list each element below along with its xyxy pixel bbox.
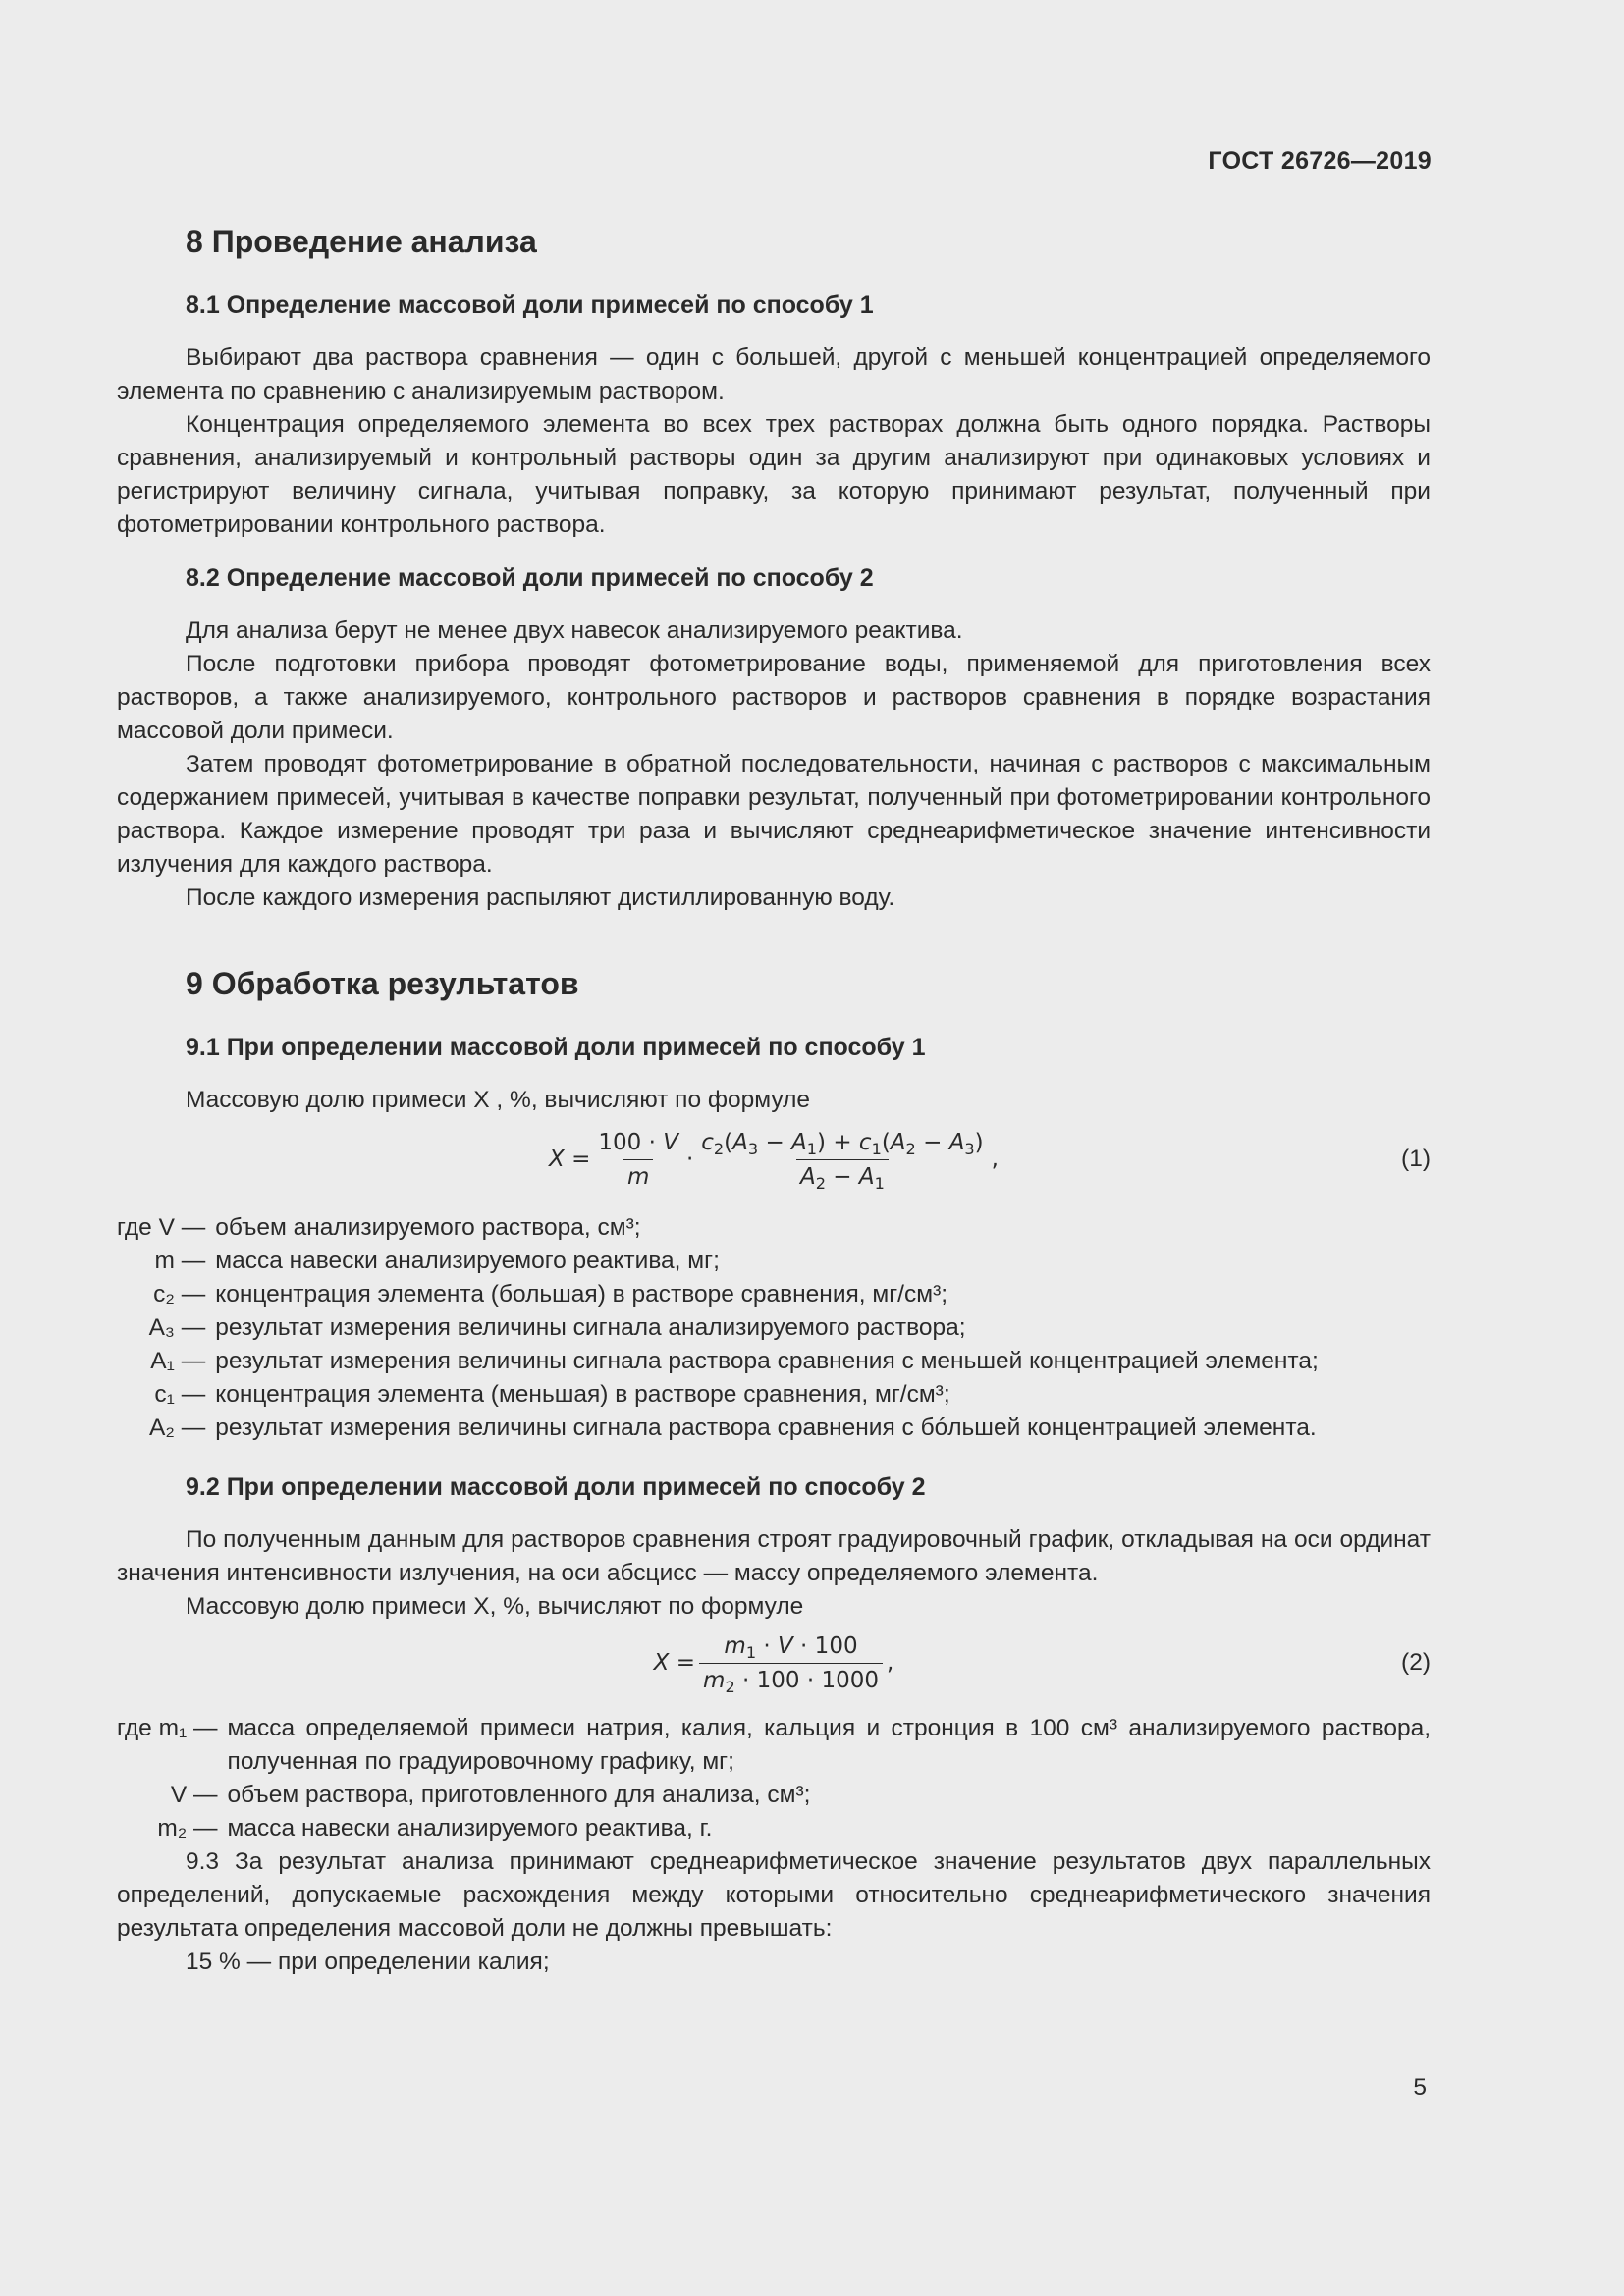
variable-symbol: где V —	[117, 1214, 206, 1241]
variable-symbol: где m₁ —	[117, 1715, 218, 1741]
variable-description: концентрация элемента (меньшая) в растворе сравнения, мг/см³;	[215, 1381, 950, 1408]
paragraph: Для анализа берут не менее двух навесок анализируемого реактива.	[186, 617, 963, 644]
variable-symbol: c₂ —	[153, 1281, 206, 1308]
variable-symbol: c₁ —	[154, 1381, 206, 1408]
variable-definitions-2	[117, 1712, 1431, 1845]
paragraph: После каждого измерения распыляют дистиллированную воду.	[186, 884, 895, 911]
page-number: 5	[1413, 2074, 1427, 2101]
variable-description: масса навески анализируемого реактива, г.	[227, 1815, 713, 1842]
variable-description: объем раствора, приготовленного для анализа, см³;	[227, 1782, 811, 1808]
section-9-1-title: 9.1 При определении массовой доли примесей по способу 1	[186, 1034, 926, 1061]
variable-symbol: V —	[170, 1782, 218, 1808]
variable-symbol: A₂ —	[149, 1415, 206, 1441]
standard-code: ГОСТ 26726—2019	[1208, 147, 1432, 175]
variable-description: концентрация элемента (большая) в растворе сравнения, мг/см³;	[215, 1281, 948, 1308]
paragraph: Массовую долю примеси X , %, вычисляют по формуле	[186, 1087, 811, 1113]
paragraph: Выбирают два раствора сравнения — один с большей, другой с меньшей концентрацией определяемого элемента по сравнению с анализируемым раствором.	[117, 345, 1431, 404]
formula-2: X = $\frac{m_1 \cdot V \cdot 100}{m_2 \cdot 100 \cdot 1000}$ , (2)	[653, 1632, 1431, 1696]
paragraph: По полученным данным для растворов сравнения строят градуировочный график, откладывая на оси ординат значения интенсивности излучения, на оси абсцисс — массу определяемого элемента.	[117, 1526, 1431, 1586]
variable-description: масса определяемой примеси натрия, калия, кальция и стронция в 100 см³ анализируемого раствора, полученная по градуировочному графику, мг;	[227, 1715, 1431, 1775]
section-8-1-title: 8.1 Определение массовой доли примесей по способу 1	[186, 292, 874, 319]
variable-symbol: m₂ —	[157, 1815, 218, 1842]
paragraph: 9.3 За результат анализа принимают среднеарифметическое значение результатов двух параллельных определений, допускаемые расхождения между которыми относительно среднеарифметического значения результата определения массовой доли не должны превышать:	[117, 1848, 1431, 1942]
variable-description: результат измерения величины сигнала анализируемого раствора;	[215, 1314, 966, 1341]
variable-description: результат измерения величины сигнала раствора сравнения с меньшей концентрацией элемента;	[215, 1348, 1319, 1374]
variable-symbol: A₁ —	[150, 1348, 206, 1374]
variable-definitions-1	[117, 1211, 1431, 1445]
paragraph: Затем проводят фотометрирование в обратной последовательности, начиная с растворов с максимальным содержанием примесей, учитывая в качестве поправки результат, полученный при фотометрировании контрольного раствора. Каждое измерение проводят три раза и вычисляют среднеарифметическое значение интенсивности излучения для каждого раствора.	[117, 751, 1431, 878]
page-content	[117, 220, 1431, 1979]
variable-description: объем анализируемого раствора, см³;	[215, 1214, 641, 1241]
paragraph: После подготовки прибора проводят фотометрирование воды, применяемой для приготовления всех растворов, а также анализируемого, контрольного растворов и растворов сравнения в порядке возрастания массовой доли примеси.	[117, 651, 1431, 744]
section-8-title: 8 Проведение анализа	[186, 224, 537, 259]
section-8-2-title: 8.2 Определение массовой доли примесей по способу 2	[186, 564, 874, 592]
formula-number: (2)	[1401, 1649, 1431, 1676]
variable-symbol: A₃ —	[148, 1314, 206, 1341]
formula-number: (1)	[1401, 1146, 1431, 1172]
paragraph: Концентрация определяемого элемента во всех трех растворах должна быть одного порядка. Растворы сравнения, анализируемый и контрольный растворы один за другим анализируют при одинаковых условиях и регистрируют величину сигнала, учитывая поправку, за которую принимают результат, полученный при фотометрировании контрольного раствора.	[117, 411, 1431, 538]
formula-1: X = $\frac{100 \cdot V}{m}$ · $\frac{c_2(A_3 - A_1) + c_1(A_2 - A_3)}{A_2 - A_1}$ , (1)	[549, 1129, 1431, 1193]
section-9-title: 9 Обработка результатов	[186, 966, 579, 1001]
variable-symbol: m —	[154, 1248, 206, 1274]
variable-description: результат измерения величины сигнала раствора сравнения с бóльшей концентрацией элемента.	[215, 1415, 1317, 1441]
section-9-2-title: 9.2 При определении массовой доли примесей по способу 2	[186, 1473, 926, 1501]
paragraph: Массовую долю примеси X, %, вычисляют по формуле	[186, 1593, 804, 1620]
paragraph: 15 % — при определении калия;	[186, 1949, 550, 1975]
variable-description: масса навески анализируемого реактива, мг;	[215, 1248, 720, 1274]
